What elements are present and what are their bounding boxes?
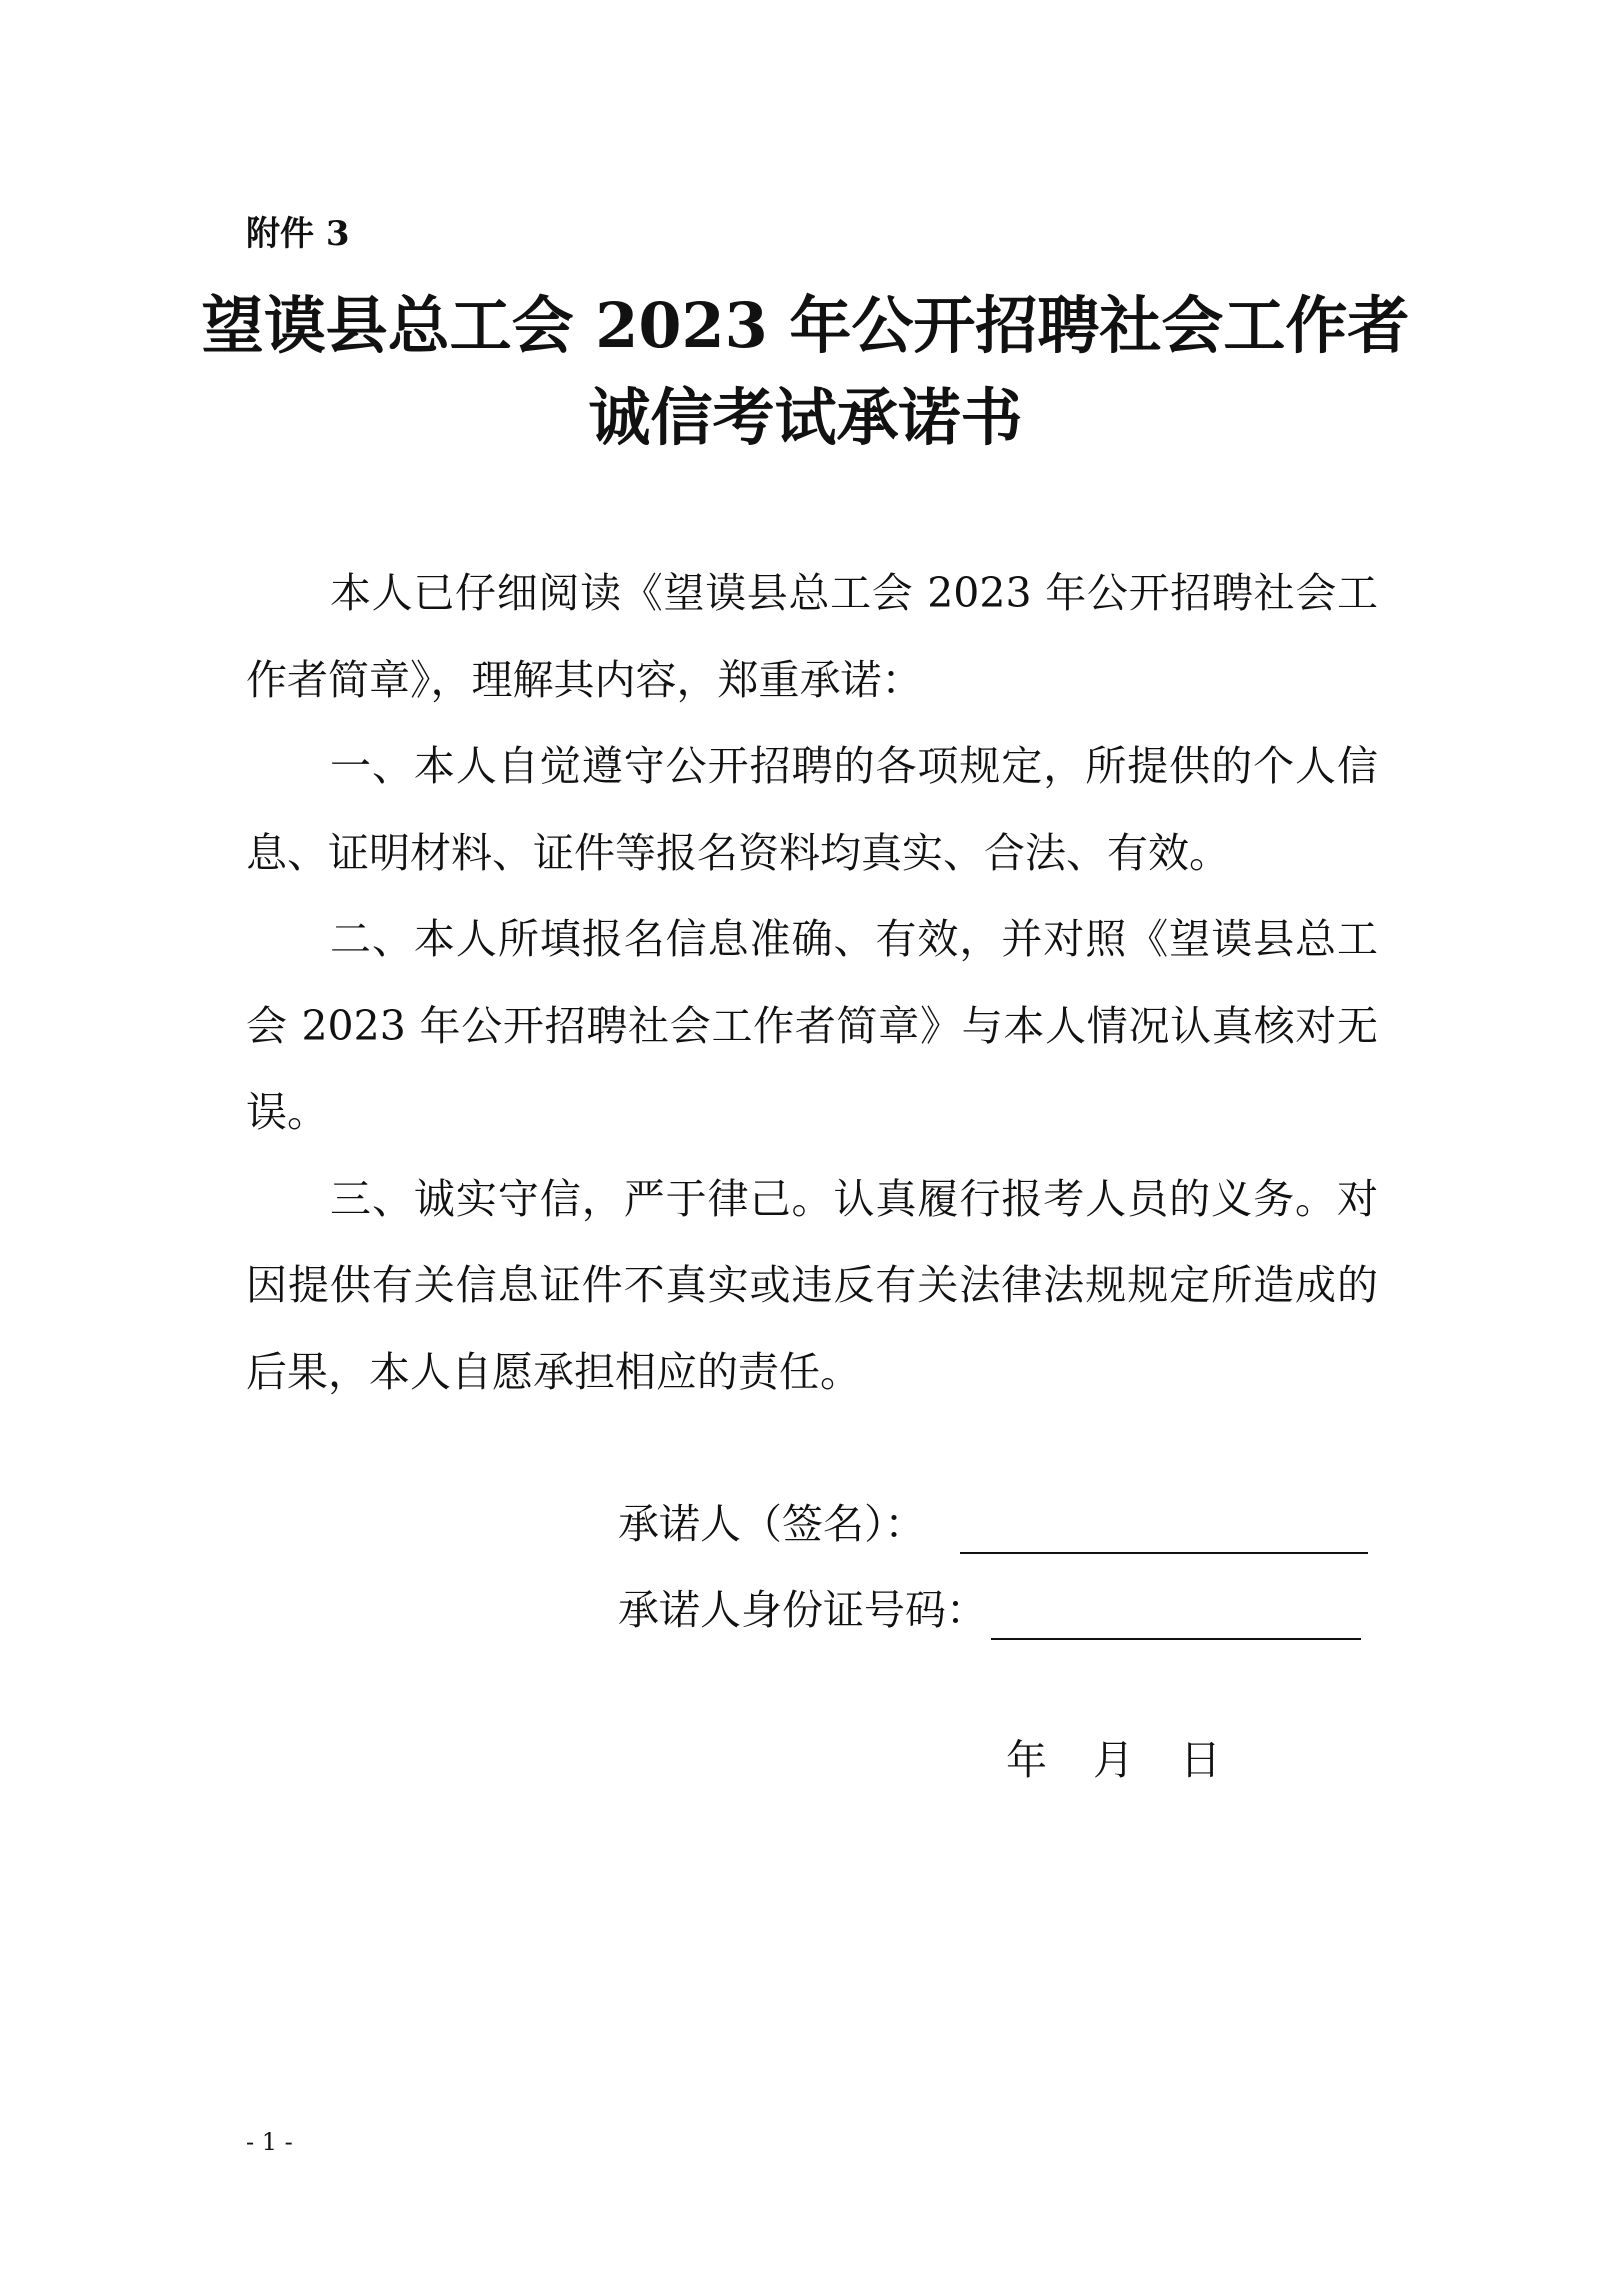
date-year-label: 年 — [1006, 1736, 1047, 1784]
pledge-body — [246, 550, 1378, 1415]
date-month-label: 月 — [1093, 1736, 1134, 1784]
signature-label: 承诺人（签名）： — [618, 1500, 926, 1548]
id-number-row — [618, 1580, 1361, 1640]
pledge-intro-paragraph: 本人已仔细阅读《望谟县总工会 2023 年公开招聘社会工作者简章》，理解其内容，郑重承诺： — [246, 569, 1378, 704]
id-number-label: 承诺人身份证号码： — [618, 1586, 987, 1634]
document-title-line-1: 望谟县总工会 2023 年公开招聘社会工作者 — [201, 289, 1410, 362]
document-title-line-2: 诚信考试承诺书 — [588, 381, 1023, 454]
attachment-label: 附件 3 — [246, 214, 350, 254]
signature-row — [618, 1494, 1368, 1554]
signature-blank-line[interactable] — [960, 1504, 1368, 1554]
page-number: - 1 - — [246, 2128, 293, 2156]
date-day-label: 日 — [1180, 1736, 1221, 1784]
pledge-item-1: 一、本人自觉遵守公开招聘的各项规定，所提供的个人信息、证明材料、证件等报名资料均真实、合法、有效。 — [246, 742, 1378, 877]
id-number-blank-line[interactable] — [991, 1590, 1361, 1640]
pledge-item-3: 三、诚实守信，严于律己。认真履行报考人员的义务。对因提供有关信息证件不真实或违反有关法律法规规定所造成的后果，本人自愿承担相应的责任。 — [246, 1174, 1378, 1396]
pledge-item-2: 二、本人所填报名信息准确、有效，并对照《望谟县总工会 2023 年公开招聘社会工作者简章》与本人情况认真核对无误。 — [246, 915, 1378, 1136]
date-line — [1006, 1730, 1221, 1790]
